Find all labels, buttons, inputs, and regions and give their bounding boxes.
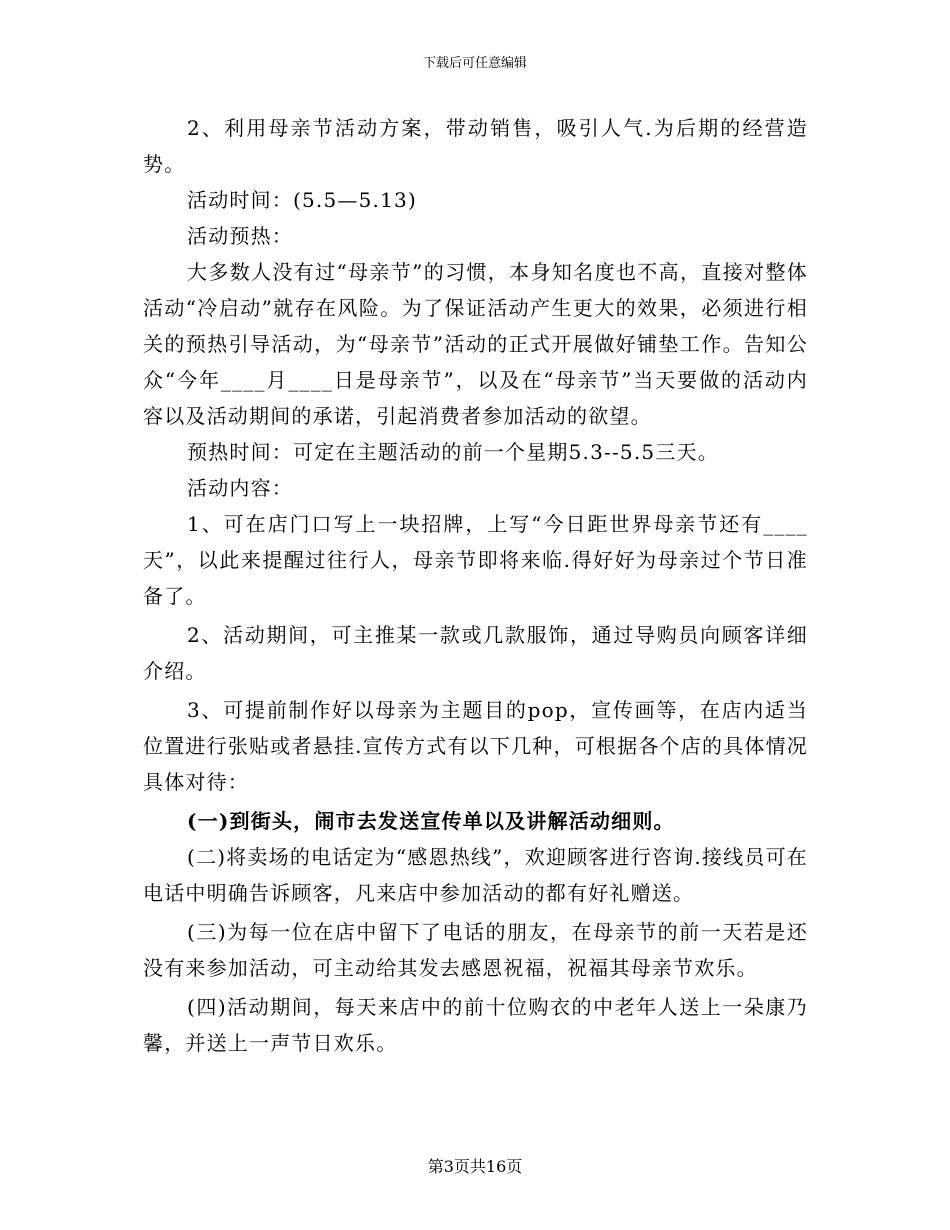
paragraph: (二)将卖场的电话定为“感恩热线”，欢迎顾客进行咨询.接线员可在电话中明确告诉顾客，凡来店中参加活动的都有好礼赠送。 bbox=[143, 845, 808, 905]
paragraph: 2、活动期间，可主推某一款或几款服饰，通过导购员向顾客详细介绍。 bbox=[143, 623, 808, 683]
paragraph-bold: (一)到街头，闹市去发送宣传单以及讲解活动细则。 bbox=[187, 809, 675, 833]
paragraph: 3、可提前制作好以母亲为主题目的pop，宣传画等，在店内适当位置进行张贴或者悬挂.宣传方式有以下几种，可根据各个店的具体情况具体对待： bbox=[143, 698, 808, 794]
page-footer: 第3页共16页 bbox=[427, 1157, 523, 1176]
paragraph: (四)活动期间，每天来店中的前十位购衣的中老年人送上一朵康乃馨，并送上一声节日欢乐。 bbox=[143, 995, 808, 1055]
document-body bbox=[143, 110, 808, 1061]
paragraph: 活动预热： bbox=[187, 224, 293, 248]
paragraph: 大多数人没有过“母亲节”的习惯，本身知名度也不高，直接对整体活动“冷启动”就存在风险。为了保证活动产生更大的效果，必须进行相关的预热引导活动，为“母亲节”活动的正式开展做好铺垫工作。告知公众“今年____月____日是母亲节”，以及在“母亲节”当天要做的活动内容以及活动期间的承诺，引起消费者参加活动的欲望。 bbox=[143, 260, 808, 428]
paragraph: 活动内容： bbox=[187, 476, 293, 500]
paragraph: 2、利用母亲节活动方案，带动销售，吸引人气.为后期的经营造势。 bbox=[143, 116, 808, 176]
paragraph: (三)为每一位在店中留下了电话的朋友，在母亲节的前一天若是还没有来参加活动，可主动给其发去感恩祝福，祝福其母亲节欢乐。 bbox=[143, 920, 808, 980]
paragraph: 1、可在店门口写上一块招牌，上写“今日距世界母亲节还有____天”，以此来提醒过往行人，母亲节即将来临.得好好为母亲过个节日准备了。 bbox=[143, 512, 808, 608]
paragraph: 预热时间：可定在主题活动的前一个星期5.3--5.5三天。 bbox=[187, 440, 719, 464]
paragraph: 活动时间：(5.5—5.13) bbox=[187, 188, 417, 212]
page-header: 下载后可任意编辑 bbox=[422, 56, 527, 71]
